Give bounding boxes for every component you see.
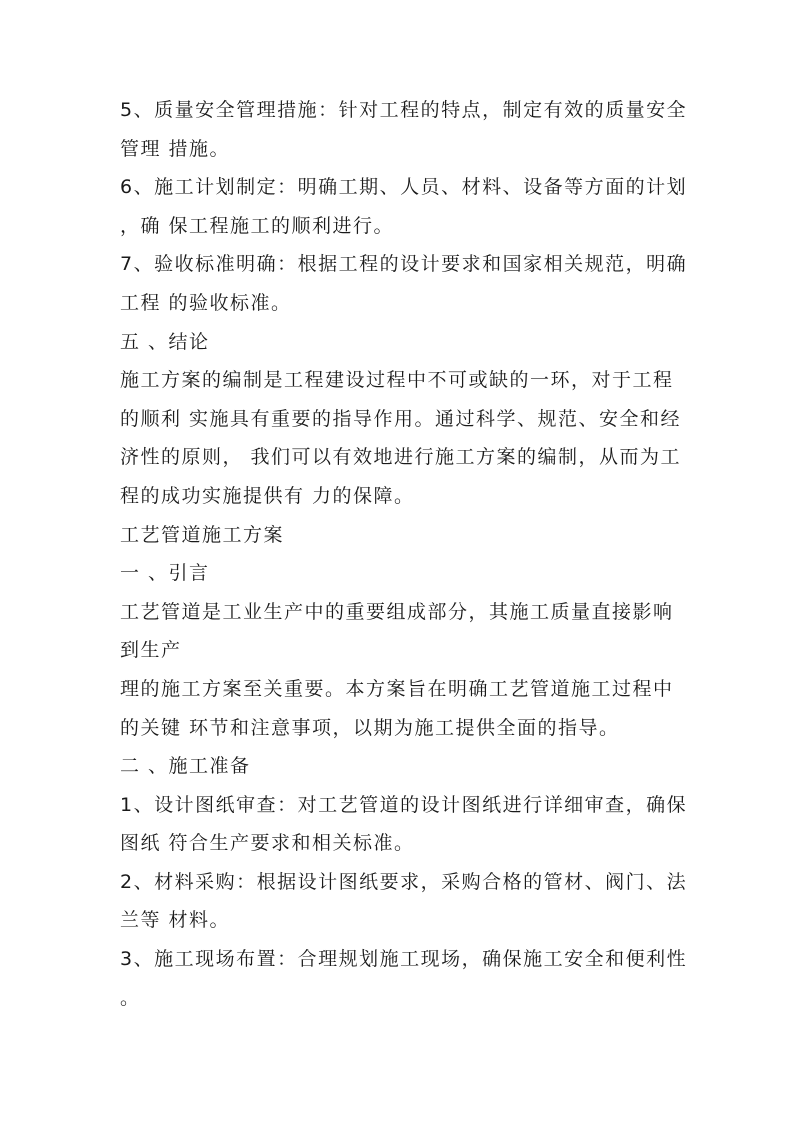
text-line: 施工方案的编制是工程建设过程中不可或缺的一环，对于工程 <box>120 369 674 392</box>
text-line: 工程 的验收标准。 <box>120 291 292 314</box>
text-line: 的关键 环节和注意事项，以期为施工提供全面的指导。 <box>120 716 620 739</box>
text-line: 的顺利 实施具有重要的指导作用。通过科学、规范、安全和经 <box>120 407 682 430</box>
text-line: ，确 保工程施工的顺利进行。 <box>120 214 395 237</box>
text-line: 理的施工方案至关重要。本方案旨在明确工艺管道施工过程中 <box>120 677 674 700</box>
section-heading: 二 、施工准备 <box>120 755 251 778</box>
section-heading: 五 、结论 <box>120 330 210 353</box>
text-line: 7、验收标准明确：根据工程的设计要求和国家相关规范，明确 <box>120 253 688 276</box>
text-line: 图纸 符合生产要求和相关标准。 <box>120 832 415 855</box>
text-line: 到生产 <box>120 639 182 662</box>
document-title: 工艺管道施工方案 <box>120 523 285 546</box>
text-line: 管理 措施。 <box>120 137 231 160</box>
text-line: 3、施工现场布置：合理规划施工现场，确保施工安全和便利性 <box>120 948 688 971</box>
text-line: 工艺管道是工业生产中的重要组成部分，其施工质量直接影响 <box>120 600 674 623</box>
text-line: 兰等 材料。 <box>120 909 231 932</box>
section-heading: 一 、引言 <box>120 562 210 585</box>
text-line: 6、施工计划制定：明确工期、人员、材料、设备等方面的计划 <box>120 176 688 199</box>
text-line: 。 <box>120 986 141 1009</box>
text-line: 2、材料采购：根据设计图纸要求，采购合格的管材、阀门、法 <box>120 870 688 893</box>
text-line: 济性的原则， 我们可以有效地进行施工方案的编制，从而为工 <box>120 446 682 469</box>
text-line: 5、质量安全管理措施：针对工程的特点，制定有效的质量安全 <box>120 99 688 121</box>
text-line: 程的成功实施提供有 力的保障。 <box>120 484 415 507</box>
text-line: 1、设计图纸审查：对工艺管道的设计图纸进行详细审查，确保 <box>120 793 688 816</box>
